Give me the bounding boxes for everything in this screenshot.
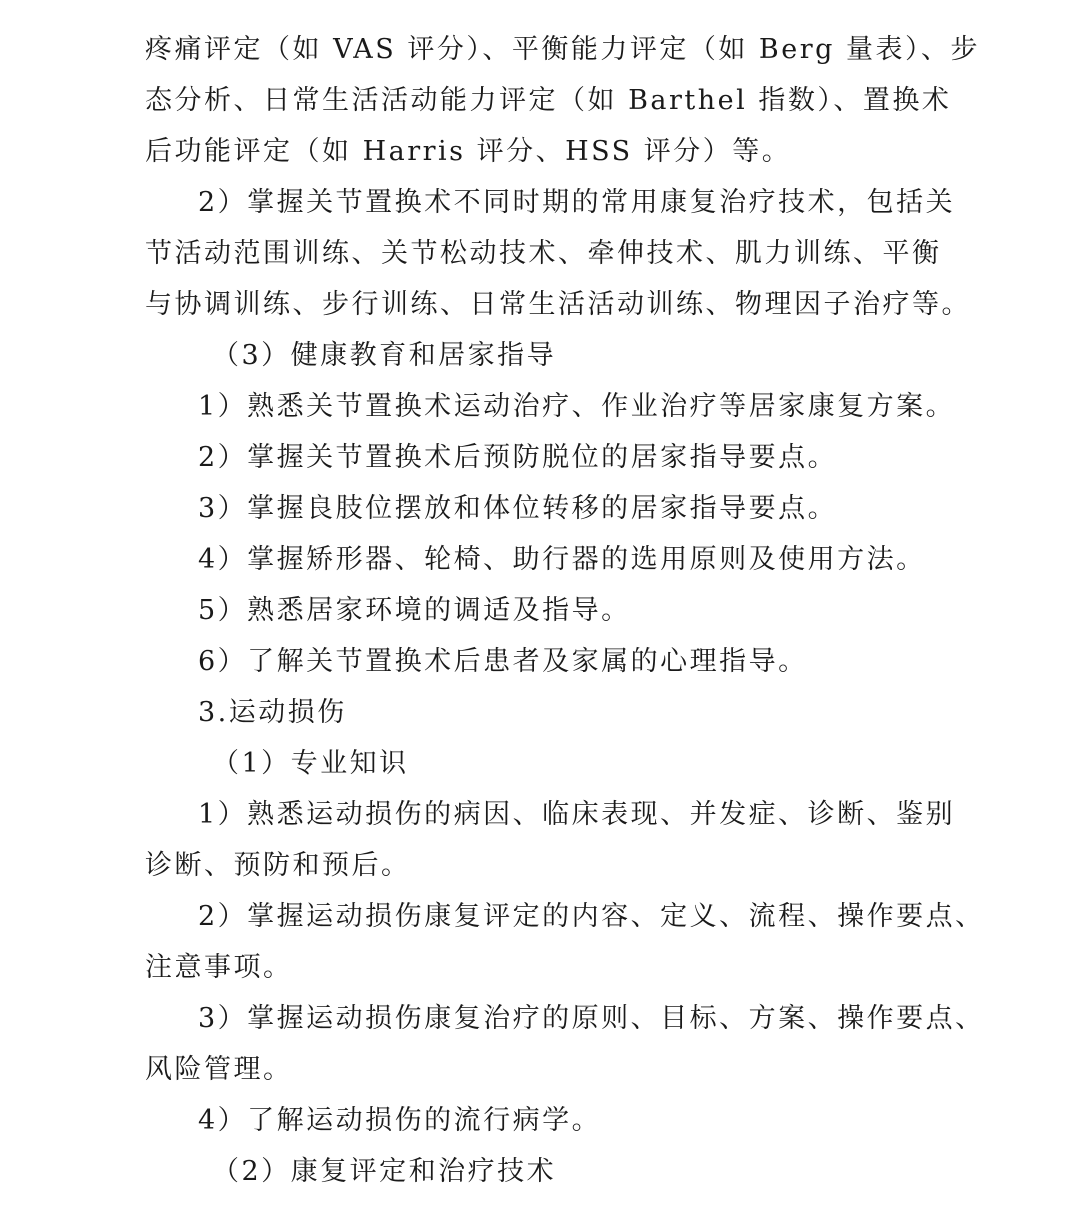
text-line: 1）熟悉关节置换术运动治疗、作业治疗等居家康复方案。 (198, 391, 956, 422)
text-line: 1）熟悉运动损伤的病因、临床表现、并发症、诊断、鉴别 (198, 799, 956, 830)
text-line: 6）了解关节置换术后患者及家属的心理指导。 (198, 646, 808, 677)
text-line: 节活动范围训练、关节松动技术、牵伸技术、肌力训练、平衡 (145, 238, 942, 269)
text-line: 2）掌握关节置换术不同时期的常用康复治疗技术，包括关 (198, 187, 956, 218)
section-heading: （2）康复评定和治疗技术 (212, 1156, 557, 1187)
section-heading: 3.运动损伤 (198, 697, 347, 728)
text-line: 4）掌握矫形器、轮椅、助行器的选用原则及使用方法。 (198, 544, 926, 575)
text-line: 2）掌握运动损伤康复评定的内容、定义、流程、操作要点、 (198, 901, 985, 932)
text-line: 风险管理。 (145, 1054, 293, 1085)
section-heading: （1）专业知识 (212, 748, 409, 779)
text-line: 3）掌握良肢位摆放和体位转移的居家指导要点。 (198, 493, 838, 524)
text-line: 与协调训练、步行训练、日常生活活动训练、物理因子治疗等。 (145, 289, 971, 320)
text-line: 5）熟悉居家环境的调适及指导。 (198, 595, 631, 626)
text-line: 态分析、日常生活活动能力评定（如 Barthel 指数）、置换术 (145, 85, 952, 116)
text-line: 疼痛评定（如 VAS 评分）、平衡能力评定（如 Berg 量表）、步 (145, 34, 981, 65)
text-line: 3）掌握运动损伤康复治疗的原则、目标、方案、操作要点、 (198, 1003, 985, 1034)
text-line: 诊断、预防和预后。 (145, 850, 411, 881)
text-line: 后功能评定（如 Harris 评分、HSS 评分）等。 (145, 136, 792, 167)
text-line: 2）掌握关节置换术后预防脱位的居家指导要点。 (198, 442, 838, 473)
text-line: 注意事项。 (145, 952, 293, 983)
section-heading: （3）健康教育和居家指导 (212, 340, 557, 371)
text-line: 4）了解运动损伤的流行病学。 (198, 1105, 602, 1136)
